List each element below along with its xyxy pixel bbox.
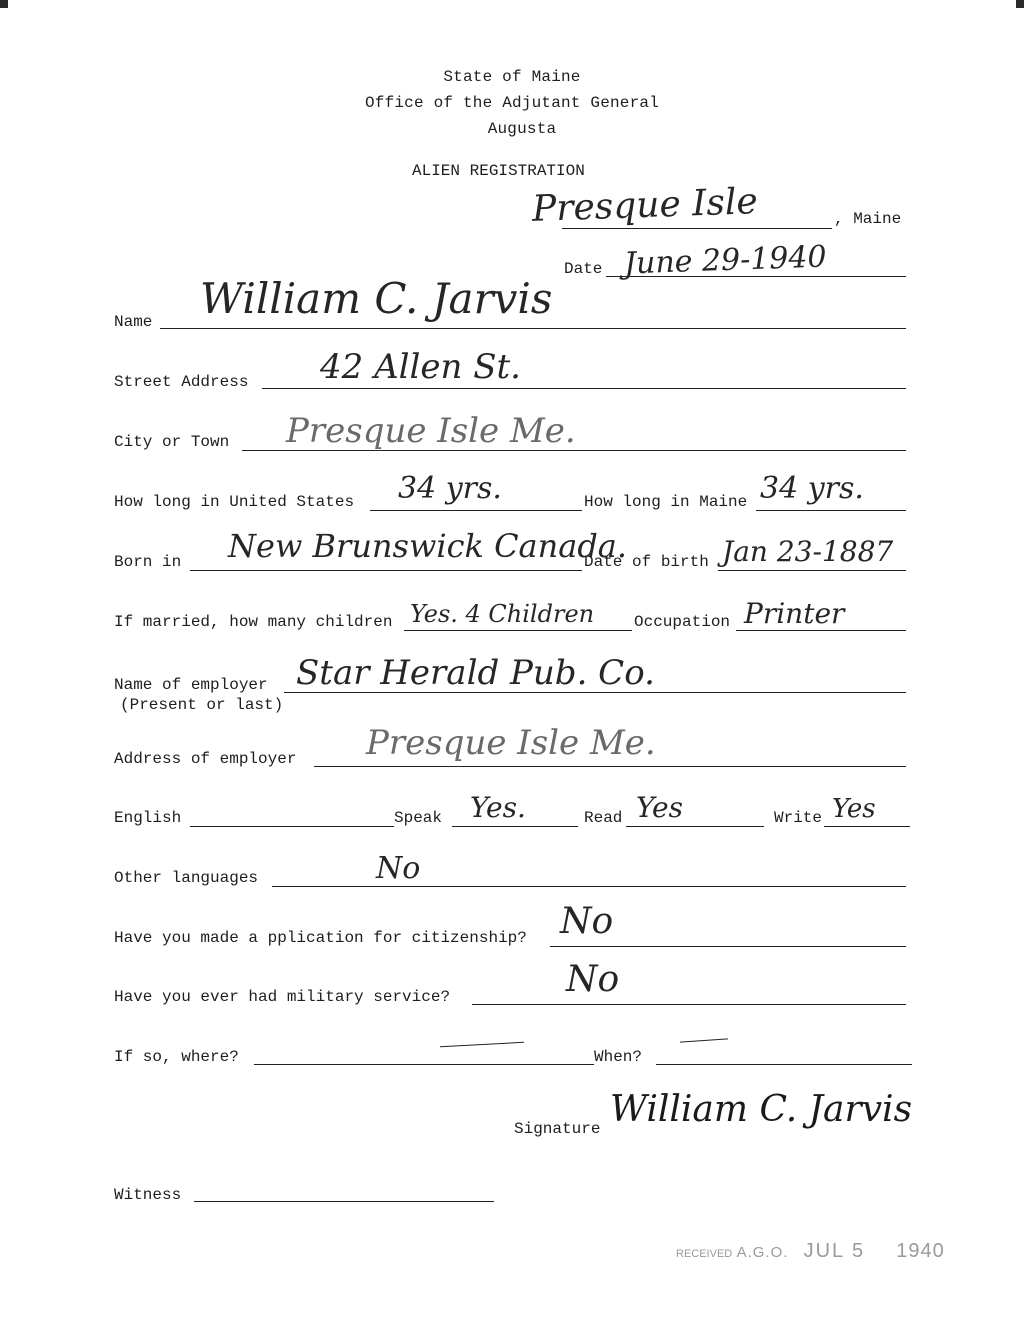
write-label: Write (774, 809, 823, 827)
when-label: When? (594, 1048, 643, 1066)
born-line (190, 570, 582, 571)
where-dash (440, 1042, 524, 1047)
citizenship-label: Have you made a pplication for citizenship? (114, 929, 527, 947)
scan-corner-mark (0, 0, 8, 8)
name-label: Name (114, 313, 153, 331)
children-line (404, 630, 632, 631)
city-label: City or Town (114, 433, 230, 451)
dob-line (718, 570, 906, 571)
military-line (472, 1004, 906, 1005)
header-state: State of Maine (443, 68, 581, 86)
stamp-date: JUL 5 (803, 1240, 866, 1262)
write-value[interactable]: Yes (832, 794, 876, 824)
city-value[interactable]: Presque Isle Me. (286, 411, 576, 451)
us-years-label: How long in United States (114, 493, 355, 511)
witness-label: Witness (114, 1186, 182, 1204)
maine-years-line (756, 510, 906, 511)
witness-line (194, 1201, 494, 1202)
speak-line (452, 826, 578, 827)
maine-years-value[interactable]: 34 yrs. (760, 471, 864, 506)
place-value[interactable]: Presque Isle (531, 181, 759, 230)
maine-years-label: How long in Maine (584, 493, 748, 511)
employer-address-line (314, 766, 906, 767)
citizenship-line (550, 946, 906, 947)
read-line (626, 826, 764, 827)
other-languages-value[interactable]: No (376, 851, 421, 886)
name-line (160, 328, 906, 329)
date-value[interactable]: June 29-1940 (623, 239, 828, 282)
when-line (656, 1064, 912, 1065)
header-office: Office of the Adjutant General (364, 94, 660, 112)
employer-address-value[interactable]: Presque Isle Me. (366, 723, 656, 763)
street-line (262, 388, 906, 389)
employer-address-label: Address of employer (114, 750, 297, 768)
name-value[interactable]: William C. Jarvis (200, 274, 553, 323)
received-stamp (676, 1240, 945, 1263)
other-languages-label: Other languages (114, 869, 259, 887)
employer-label: Name of employer (114, 676, 268, 694)
signature-value[interactable]: William C. Jarvis (610, 1089, 913, 1130)
english-line (190, 826, 394, 827)
us-years-line (370, 510, 582, 511)
read-value[interactable]: Yes (636, 791, 683, 824)
speak-value[interactable]: Yes. (470, 791, 526, 824)
street-label: Street Address (114, 373, 249, 391)
scan-corner-mark (1016, 0, 1024, 8)
citizenship-value[interactable]: No (560, 901, 614, 942)
employer-sublabel: (Present or last) (120, 696, 284, 714)
dob-label: Date of birth (584, 553, 709, 571)
children-label: If married, how many children (114, 613, 393, 631)
occupation-label: Occupation (634, 613, 731, 631)
occupation-line (736, 630, 906, 631)
when-dash (680, 1038, 728, 1042)
header-city: Augusta (487, 120, 557, 138)
speak-label: Speak (394, 809, 443, 827)
born-value[interactable]: New Brunswick Canada. (228, 527, 628, 565)
street-value[interactable]: 42 Allen St. (320, 347, 521, 387)
stamp-year: 1940 (896, 1240, 945, 1262)
dob-value[interactable]: Jan 23-1887 (722, 535, 894, 568)
where-line (254, 1064, 594, 1065)
other-languages-line (272, 886, 906, 887)
children-value[interactable]: Yes. 4 Children (410, 600, 595, 628)
place-suffix: , Maine (834, 210, 902, 228)
write-line (824, 826, 910, 827)
employer-value[interactable]: Star Herald Pub. Co. (296, 653, 655, 693)
date-label: Date (564, 260, 603, 278)
english-label: English (114, 809, 182, 827)
where-label: If so, where? (114, 1048, 239, 1066)
military-label: Have you ever had military service? (114, 988, 451, 1006)
military-value[interactable]: No (566, 959, 620, 1000)
form-title: ALIEN REGISTRATION (412, 162, 585, 180)
us-years-value[interactable]: 34 yrs. (398, 471, 502, 506)
stamp-received: RECEIVED (676, 1248, 733, 1260)
read-label: Read (584, 809, 623, 827)
stamp-ago: A.G.O. (736, 1244, 789, 1261)
born-label: Born in (114, 553, 182, 571)
place-line (562, 228, 832, 229)
signature-label: Signature (514, 1120, 601, 1138)
occupation-value[interactable]: Printer (744, 597, 845, 630)
